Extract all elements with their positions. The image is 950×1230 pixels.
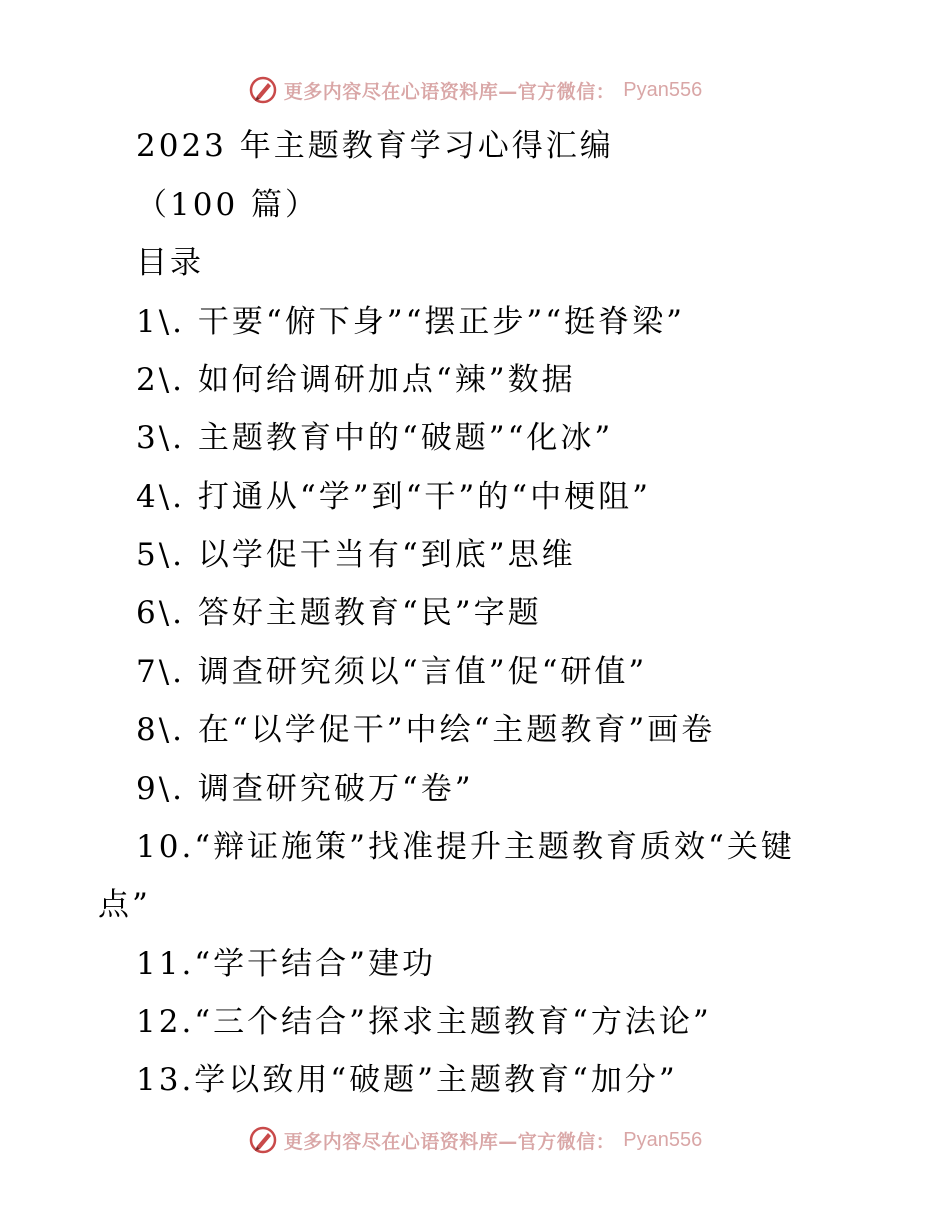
- watermark-account: Pyan556: [623, 78, 703, 101]
- toc-item: 1\. 干要“俯下身”“摆正步”“挺脊梁”: [136, 304, 685, 340]
- toc-item: 7\. 调查研究须以“言值”促“研值”: [136, 654, 648, 690]
- toc-item: 5\. 以学促干当有“到底”思维: [136, 537, 576, 573]
- toc-item: 11.“学干结合”建功: [136, 946, 436, 982]
- toc-item: 9\. 调查研究破万“卷”: [136, 771, 474, 807]
- red-pen-logo-icon: [248, 1125, 278, 1155]
- toc-item: 13.学以致用“破题”主题教育“加分”: [136, 1062, 678, 1098]
- toc-item-continuation: 点”: [98, 887, 151, 923]
- document-title: 2023 年主题教育学习心得汇编: [136, 128, 614, 164]
- watermark-account: Pyan556: [623, 1128, 703, 1151]
- toc-item: 10.“辩证施策”找准提升主题教育质效“关键: [136, 829, 795, 865]
- toc-item: 2\. 如何给调研加点“辣”数据: [136, 362, 576, 398]
- toc-item: 12.“三个结合”探求主题教育“方法论”: [136, 1004, 712, 1040]
- header-watermark-banner: [0, 68, 950, 112]
- red-pen-logo-icon: [248, 75, 278, 105]
- watermark-text: 更多内容尽在心语资料库—官方微信：: [283, 80, 616, 103]
- footer-watermark-banner: [0, 1118, 950, 1162]
- watermark-text: 更多内容尽在心语资料库—官方微信：: [283, 1130, 616, 1153]
- toc-item: 3\. 主题教育中的“破题”“化冰”: [136, 420, 614, 456]
- document-subtitle: （100 篇）: [136, 187, 320, 223]
- toc-heading: 目录: [136, 245, 204, 281]
- toc-item: 8\. 在“以学促干”中绘“主题教育”画卷: [136, 712, 716, 748]
- toc-item: 6\. 答好主题教育“民”字题: [136, 595, 542, 631]
- toc-item: 4\. 打通从“学”到“干”的“中梗阻”: [136, 479, 651, 515]
